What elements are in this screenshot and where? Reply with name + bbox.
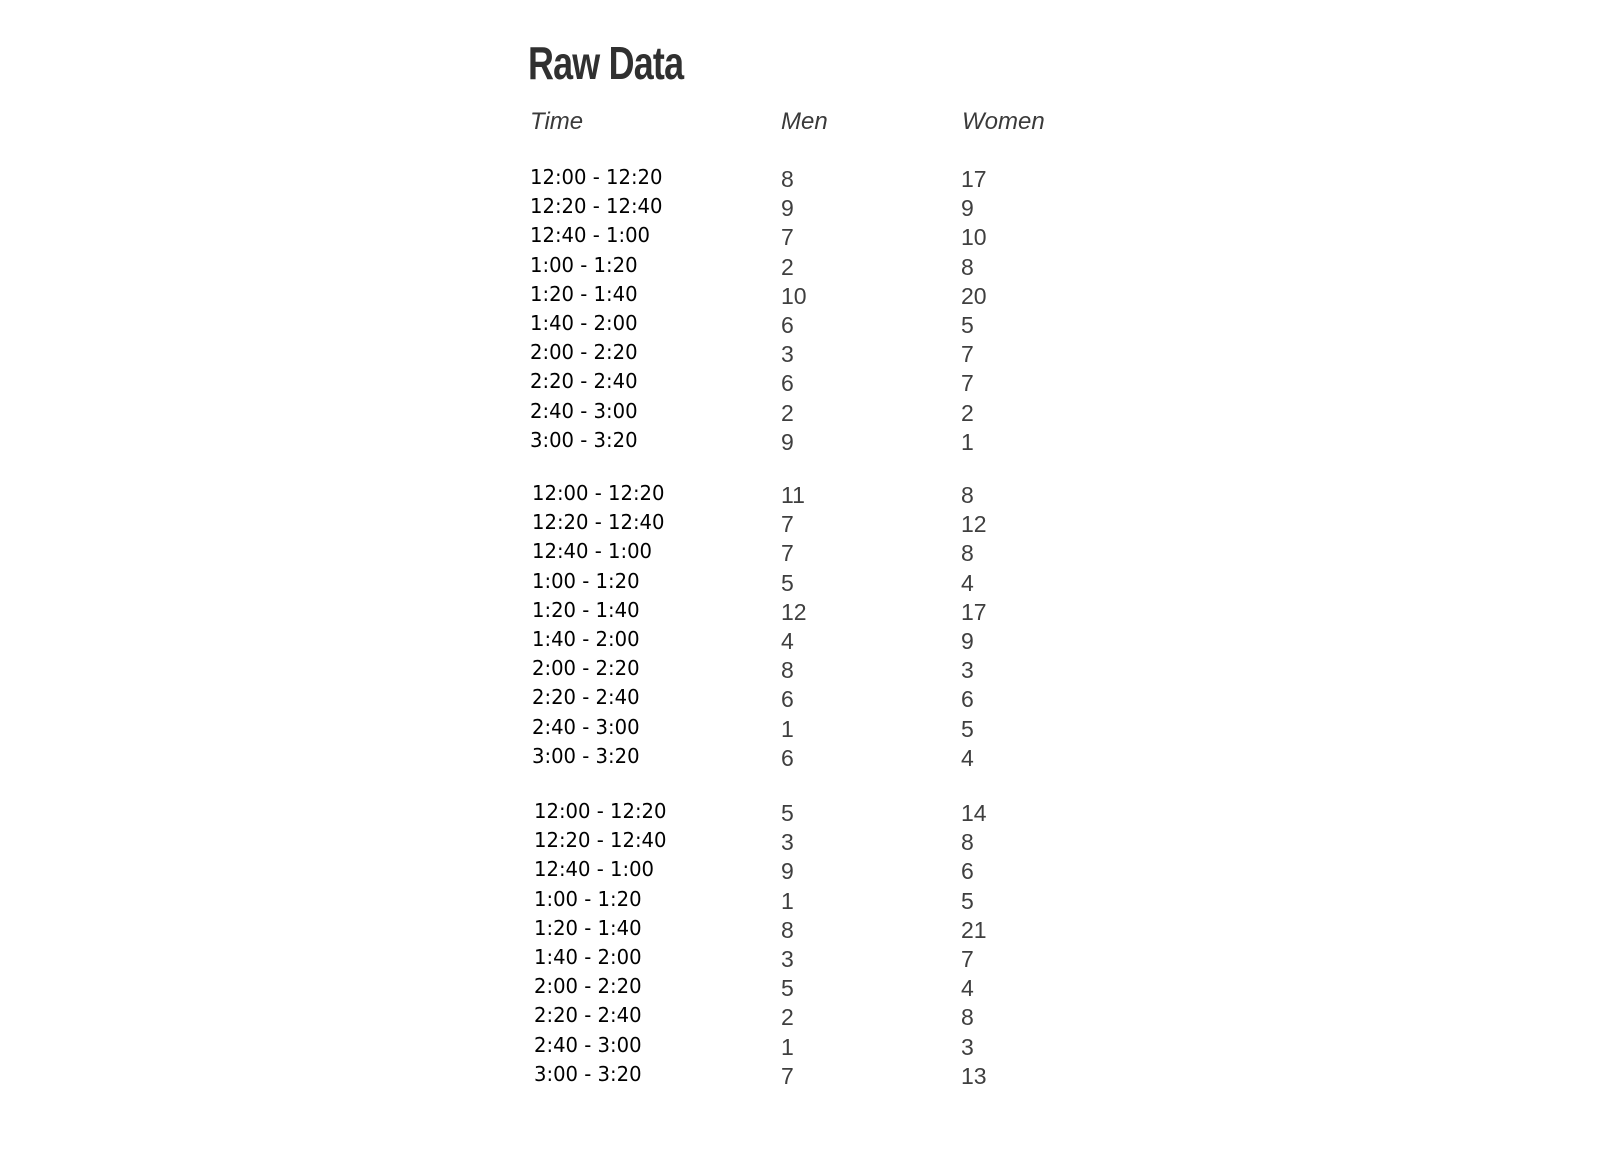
time-cell: 2:40 - 3:00 bbox=[532, 715, 640, 739]
time-cell: 12:40 - 1:00 bbox=[534, 857, 655, 881]
women-cell: 7 bbox=[961, 341, 974, 367]
time-cell: 1:20 - 1:40 bbox=[534, 916, 642, 940]
table-row bbox=[0, 481, 1600, 510]
table-row bbox=[0, 223, 1600, 252]
time-cell: 2:00 - 2:20 bbox=[532, 656, 640, 680]
time-cell: 3:00 - 3:20 bbox=[534, 1062, 642, 1086]
men-cell: 1 bbox=[781, 888, 794, 914]
table-row bbox=[0, 428, 1600, 457]
time-cell: 2:40 - 3:00 bbox=[530, 399, 638, 423]
men-cell: 3 bbox=[781, 946, 794, 972]
table-row bbox=[0, 799, 1600, 828]
women-cell: 5 bbox=[961, 888, 974, 914]
table-row bbox=[0, 510, 1600, 539]
men-cell: 4 bbox=[781, 628, 794, 654]
women-cell: 13 bbox=[961, 1063, 987, 1089]
men-cell: 9 bbox=[781, 429, 794, 455]
table-row bbox=[0, 282, 1600, 311]
men-cell: 12 bbox=[781, 599, 807, 625]
men-cell: 3 bbox=[781, 829, 794, 855]
time-cell: 3:00 - 3:20 bbox=[532, 744, 640, 768]
table-row bbox=[0, 945, 1600, 974]
women-cell: 20 bbox=[961, 283, 987, 309]
women-cell: 9 bbox=[961, 628, 974, 654]
men-cell: 2 bbox=[781, 400, 794, 426]
time-cell: 2:20 - 2:40 bbox=[532, 685, 640, 709]
men-cell: 2 bbox=[781, 1004, 794, 1030]
time-cell: 12:40 - 1:00 bbox=[530, 223, 651, 247]
table-row bbox=[0, 1003, 1600, 1032]
table-row bbox=[0, 656, 1600, 685]
women-cell: 8 bbox=[961, 482, 974, 508]
men-cell: 6 bbox=[781, 745, 794, 771]
women-cell: 2 bbox=[961, 400, 974, 426]
men-cell: 6 bbox=[781, 370, 794, 396]
men-cell: 6 bbox=[781, 686, 794, 712]
table-row bbox=[0, 399, 1600, 428]
time-cell: 1:00 - 1:20 bbox=[530, 253, 638, 277]
time-cell: 1:40 - 2:00 bbox=[530, 311, 638, 335]
table-row bbox=[0, 744, 1600, 773]
women-cell: 8 bbox=[961, 829, 974, 855]
table-row bbox=[0, 253, 1600, 282]
men-cell: 5 bbox=[781, 570, 794, 596]
time-cell: 12:00 - 12:20 bbox=[534, 799, 667, 823]
women-cell: 10 bbox=[961, 224, 987, 250]
men-cell: 7 bbox=[781, 224, 794, 250]
women-cell: 6 bbox=[961, 858, 974, 884]
time-cell: 1:40 - 2:00 bbox=[532, 627, 640, 651]
time-cell: 1:00 - 1:20 bbox=[534, 887, 642, 911]
time-cell: 2:20 - 2:40 bbox=[534, 1003, 642, 1027]
time-cell: 3:00 - 3:20 bbox=[530, 428, 638, 452]
time-cell: 12:00 - 12:20 bbox=[532, 481, 665, 505]
men-cell: 8 bbox=[781, 917, 794, 943]
time-cell: 2:00 - 2:20 bbox=[530, 340, 638, 364]
time-cell: 1:20 - 1:40 bbox=[530, 282, 638, 306]
time-cell: 2:00 - 2:20 bbox=[534, 974, 642, 998]
table-row bbox=[0, 569, 1600, 598]
women-cell: 3 bbox=[961, 1034, 974, 1060]
table-row bbox=[0, 715, 1600, 744]
table-row bbox=[0, 974, 1600, 1003]
women-cell: 9 bbox=[961, 195, 974, 221]
table-row bbox=[0, 685, 1600, 714]
men-cell: 7 bbox=[781, 1063, 794, 1089]
time-cell: 12:40 - 1:00 bbox=[532, 539, 653, 563]
page-title: Raw Data bbox=[528, 37, 684, 89]
men-cell: 8 bbox=[781, 166, 794, 192]
table-row bbox=[0, 598, 1600, 627]
men-cell: 1 bbox=[781, 1034, 794, 1060]
women-cell: 17 bbox=[961, 599, 987, 625]
men-cell: 1 bbox=[781, 716, 794, 742]
men-cell: 7 bbox=[781, 540, 794, 566]
table-row bbox=[0, 340, 1600, 369]
men-cell: 2 bbox=[781, 254, 794, 280]
men-cell: 3 bbox=[781, 341, 794, 367]
table-row bbox=[0, 165, 1600, 194]
men-cell: 9 bbox=[781, 195, 794, 221]
women-cell: 4 bbox=[961, 745, 974, 771]
men-cell: 7 bbox=[781, 511, 794, 537]
men-cell: 5 bbox=[781, 800, 794, 826]
column-header-men: Men bbox=[781, 108, 828, 135]
time-cell: 1:00 - 1:20 bbox=[532, 569, 640, 593]
table-row bbox=[0, 627, 1600, 656]
women-cell: 3 bbox=[961, 657, 974, 683]
men-cell: 6 bbox=[781, 312, 794, 338]
men-cell: 5 bbox=[781, 975, 794, 1001]
time-cell: 2:40 - 3:00 bbox=[534, 1033, 642, 1057]
women-cell: 7 bbox=[961, 370, 974, 396]
table-row bbox=[0, 887, 1600, 916]
women-cell: 5 bbox=[961, 716, 974, 742]
women-cell: 14 bbox=[961, 800, 987, 826]
men-cell: 8 bbox=[781, 657, 794, 683]
women-cell: 17 bbox=[961, 166, 987, 192]
men-cell: 11 bbox=[781, 482, 805, 508]
women-cell: 7 bbox=[961, 946, 974, 972]
time-cell: 12:20 - 12:40 bbox=[532, 510, 665, 534]
time-cell: 1:40 - 2:00 bbox=[534, 945, 642, 969]
time-cell: 12:00 - 12:20 bbox=[530, 165, 663, 189]
women-cell: 6 bbox=[961, 686, 974, 712]
table-row bbox=[0, 369, 1600, 398]
table-row bbox=[0, 539, 1600, 568]
column-header-women: Women bbox=[962, 108, 1045, 135]
table-row bbox=[0, 828, 1600, 857]
time-cell: 12:20 - 12:40 bbox=[534, 828, 667, 852]
time-cell: 1:20 - 1:40 bbox=[532, 598, 640, 622]
table-row bbox=[0, 1062, 1600, 1091]
column-header-time: Time bbox=[530, 108, 584, 135]
women-cell: 8 bbox=[961, 540, 974, 566]
women-cell: 5 bbox=[961, 312, 974, 338]
women-cell: 1 bbox=[961, 429, 974, 455]
men-cell: 10 bbox=[781, 283, 807, 309]
women-cell: 21 bbox=[961, 917, 987, 943]
table-row bbox=[0, 916, 1600, 945]
table-row bbox=[0, 857, 1600, 886]
women-cell: 8 bbox=[961, 254, 974, 280]
time-cell: 12:20 - 12:40 bbox=[530, 194, 663, 218]
women-cell: 4 bbox=[961, 975, 974, 1001]
table-row bbox=[0, 311, 1600, 340]
time-cell: 2:20 - 2:40 bbox=[530, 369, 638, 393]
table-row bbox=[0, 1033, 1600, 1062]
women-cell: 4 bbox=[961, 570, 974, 596]
men-cell: 9 bbox=[781, 858, 794, 884]
women-cell: 8 bbox=[961, 1004, 974, 1030]
women-cell: 12 bbox=[961, 511, 987, 537]
table-row bbox=[0, 194, 1600, 223]
